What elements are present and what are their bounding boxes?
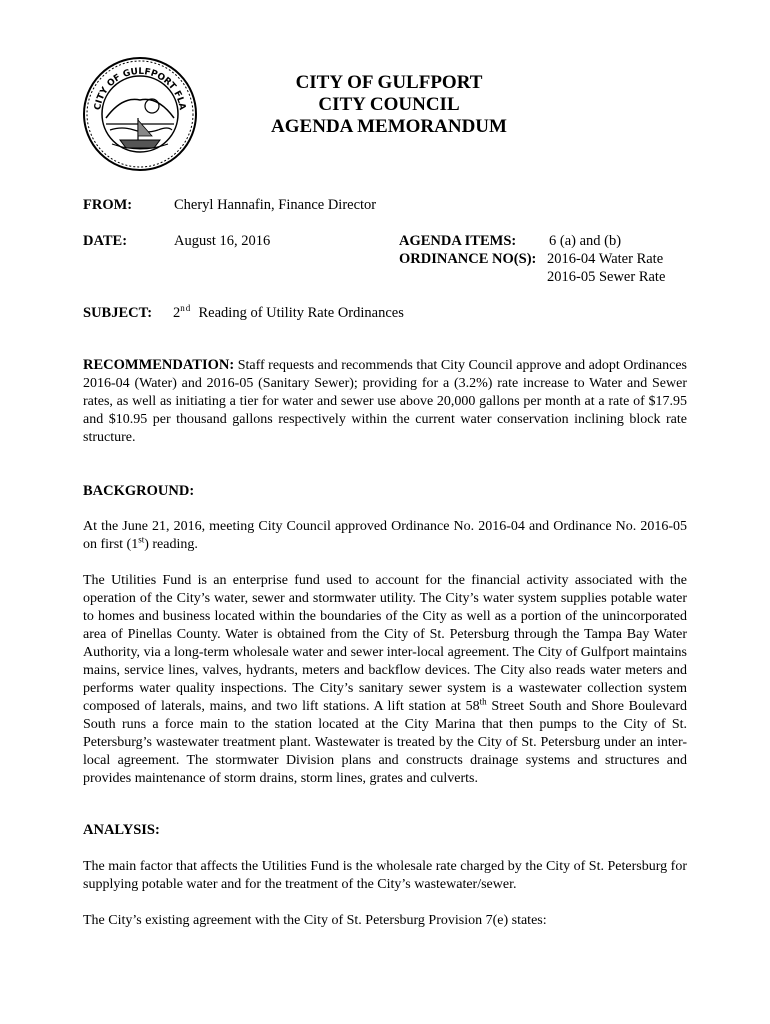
background-paragraph-2: The Utilities Fund is an enterprise fund used to account for the financial activity associated with the operation of the City’s water, sewer and stormwater utility. The City’s water system supplies potable water to homes and business located within the boundaries of the City as well as a portion of the unincorporated area of Pinellas County. Water is obtained from the City of St. Petersburg through the Tampa Bay Water Authority, via a long-term wholesale water and sewer inter-local agreement. The City of Gulfport maintains mains, service lines, valves, hydrants, meters and backflow devices. The City also reads water meters and performs water quality inspections. The City’s sanitary sewer system is a wastewater collection system composed of laterals, mains, and two lift stations. A lift station at 58th Street South and Shore Boulevard South runs a force main to the station located at the City Marina that then pumps to the City of St. Petersburg’s wastewater treatment plant. Wastewater is treated by the City of St. Petersburg under an inter-local agreement. The stormwater Division plans and constructs drainage systems and structures and provides maintenance of storm drains, storm lines, grates and culverts. (83, 573, 687, 786)
from-value: Cheryl Hannafin, Finance Director (174, 197, 377, 213)
background-paragraph-1: At the June 21, 2016, meeting City Council approved Ordinance No. 2016-04 and Ordinance No. 2016-05 on first (1st) reading. (83, 519, 687, 552)
recommendation-paragraph: RECOMMENDATION: Staff requests and recommends that City Council approve and adopt Ordinances 2016-04 (Water) and 2016-05 (Sanitary Sewer); providing for a (3.2%) rate increase to Water and Sewer rates, as well as initiating a tier for water and sewer use above 20,000 gallons per month at a rate of $17.95 and $10.95 per thousand gallons respectively within the current water conservation inclining block rate structure. (83, 357, 687, 445)
svg-text:CITY OF GULFPORT FLA: CITY OF GULFPORT FLA (93, 66, 187, 111)
date-label: DATE: (83, 233, 128, 249)
agenda-items-label: AGENDA ITEMS: (399, 233, 517, 249)
memo-header (0, 72, 770, 138)
ordinance-label: ORDINANCE NO(S): (399, 251, 537, 267)
analysis-paragraph-1: The main factor that affects the Utilities Fund is the wholesale rate charged by the City of St. Petersburg for supplying potable water and for the treatment of the City’s wastewater/sewer. (83, 859, 687, 892)
recommendation-label: RECOMMENDATION: (83, 357, 235, 373)
header-memo-title: AGENDA MEMORANDUM (271, 116, 507, 137)
header-city: CITY OF GULFPORT (295, 72, 483, 93)
from-label: FROM: (83, 197, 133, 213)
ordinance-value-2: 2016-05 Sewer Rate (547, 269, 666, 285)
date-value: August 16, 2016 (174, 233, 271, 249)
background-heading: BACKGROUND: (83, 483, 195, 499)
header-council: CITY COUNCIL (318, 94, 460, 115)
analysis-paragraph-2: The City’s existing agreement with the City of St. Petersburg Provision 7(e) states: (83, 913, 547, 928)
subject-value: 2nd Reading of Utility Rate Ordinances (173, 303, 404, 321)
agenda-items-value: 6 (a) and (b) (549, 233, 622, 249)
subject-label: SUBJECT: (83, 305, 153, 321)
ordinance-value-1: 2016-04 Water Rate (547, 251, 664, 267)
analysis-heading: ANALYSIS: (83, 822, 160, 838)
